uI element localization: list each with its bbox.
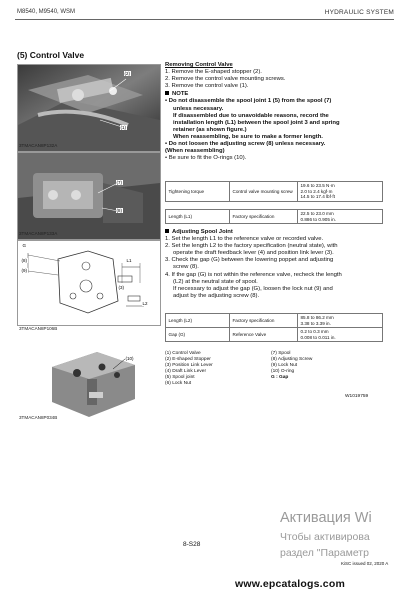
legend-item: G : Gap (271, 375, 289, 380)
table-value: 85.8 to 86.2 mm 3.38 to 3.39 in. (298, 314, 383, 328)
removing-heading: Removing Control Valve (165, 62, 233, 68)
note-line: • Do not loosen the adjusting screw (8) unless necessary. (165, 141, 326, 148)
document-code: W1019759 (345, 394, 369, 399)
adjusting-line: If necessary to adjust the gap (G), loosen the lock nut (9) and (173, 285, 333, 292)
note-line: If disassembled due to unavoidable reasons, record the (173, 112, 329, 119)
activation-watermark: Чтобы активирова (280, 531, 370, 543)
table-value: 19.6 to 23.5 N·m 2.0 to 2.4 kgf·m 14.5 to 17.4 lbf·ft (298, 182, 383, 202)
callout-1: (1) (120, 125, 126, 130)
adjusting-line: operate the draft feedback lever (4) and position link lever (3). (173, 250, 334, 257)
callout-l1: L1 (126, 258, 132, 263)
table-item: Factory specification (230, 314, 298, 328)
note-line: • Be sure to fit the O-rings (10). (165, 155, 247, 162)
site-watermark: www.epcatalogs.com (235, 578, 345, 590)
activation-watermark: раздел "Параметр (280, 547, 369, 559)
adjusting-line: 1. Set the length L1 to the reference valve or recorded valve. (165, 236, 324, 243)
legend-item: (2) E-shaped Stopper (165, 357, 211, 362)
note-heading: NOTE (172, 91, 189, 98)
header-rule (15, 19, 394, 20)
legend-item: (4) Draft Link Lever (165, 369, 207, 374)
length-l1-table (165, 209, 383, 224)
callout-9: (9) (21, 268, 27, 273)
removing-step: 1. Remove the E-shaped stopper (2). (165, 69, 262, 76)
callout-l2: L2 (142, 301, 148, 306)
legend-item: (1) Control Valve (165, 351, 201, 356)
adjusting-line: adjust by the adjusting screw (8). (173, 292, 260, 299)
legend-item: (3) Position Link Lever (165, 363, 213, 368)
legend-item: (10) O-ring (271, 369, 295, 374)
photo-caption: 3TMACAN8P132A (19, 143, 58, 148)
adjusting-heading: Adjusting Spool Joint (172, 229, 233, 235)
table-item: Control valve mounting screw (230, 182, 298, 202)
table-item: Factory specification (230, 210, 298, 224)
note-line: When reassembling, be sure to make a former length. (173, 133, 323, 140)
note-line: installation length (L1) between the spool joint 3 and spring (173, 119, 340, 126)
table-value: 22.5 to 23.0 mm 0.886 to 0.905 in. (298, 210, 383, 224)
photo-control-valve-removal (17, 64, 161, 152)
section-title: (5) Control Valve (17, 50, 85, 60)
legend-item: (9) Lock Nut (271, 363, 298, 368)
legend-item: (6) Lock Nut (165, 381, 192, 386)
note-line: unless necessary. (173, 105, 224, 112)
note-line: retainer (as shown figure.) (173, 126, 247, 133)
header-section: HYDRAULIC SYSTEM (324, 9, 394, 16)
square-bullet-icon (165, 229, 169, 233)
adjusting-line: screw (8). (173, 264, 199, 271)
photo-caption: 3TMACAN8P133A (19, 231, 58, 236)
header-model: M8540, M9540, WSM (17, 9, 76, 15)
adjusting-line: 2. Set the length L2 to the factory specification (neutral state), with (165, 243, 338, 250)
issue-date: KiSC issued 02, 2020 A (341, 561, 389, 566)
legend-item: (7) Spool (271, 351, 291, 356)
adjusting-line: 3. Check the gap (G) between the lowering poppet and adjusting (165, 257, 334, 264)
callout-7: (7) (116, 180, 122, 185)
diagram-spool-joint (17, 240, 161, 326)
callout-2: (2) (124, 71, 130, 76)
square-bullet-icon (165, 91, 169, 95)
callout-g: G (22, 243, 27, 248)
adjusting-line: (L2) at the neutral state of spool. (173, 278, 258, 285)
table-label: Tightening torque (166, 182, 230, 202)
table-value: 0.2 to 0.3 mm 0.008 to 0.011 in. (298, 328, 383, 342)
note-line: • Do not disassemble the spool joint 1 (5) from the spool (7) (165, 98, 332, 105)
removing-step: 2. Remove the control valve mounting screws. (165, 76, 286, 83)
callout-8: (8) (21, 258, 27, 263)
adjusting-block (165, 229, 383, 300)
removing-block (165, 62, 383, 162)
removing-step: 3. Remove the control valve (1). (165, 83, 249, 90)
table-label: Length (L1) (166, 210, 230, 224)
photo-adjusting-screw (17, 152, 161, 240)
activation-watermark: Активация Wi (280, 510, 372, 526)
length-l2-gap-table (165, 313, 383, 342)
page-number: 8-S28 (183, 541, 201, 548)
table-item: Reference Valve (230, 328, 298, 342)
table-label: Length (L2) (166, 314, 230, 328)
legend-item: (8) Adjusting Screw (271, 357, 313, 362)
photo-caption: 3TMACAN8P034B (19, 415, 58, 420)
adjusting-line: 4. If the gap (G) is not within the reference valve, recheck the length (165, 271, 342, 278)
note-line: (When reassembling) (165, 148, 225, 155)
photo-caption: 3TMACAN8P106B (19, 326, 58, 331)
callout-3: (3) (118, 285, 124, 290)
tightening-torque-table (165, 181, 383, 202)
callout-8: (8) (116, 208, 122, 213)
legend-item: (5) Spool joint (165, 375, 195, 380)
table-label: Gap (G) (166, 328, 230, 342)
callout-10: (10) (125, 356, 134, 361)
photo-o-ring (17, 337, 159, 423)
